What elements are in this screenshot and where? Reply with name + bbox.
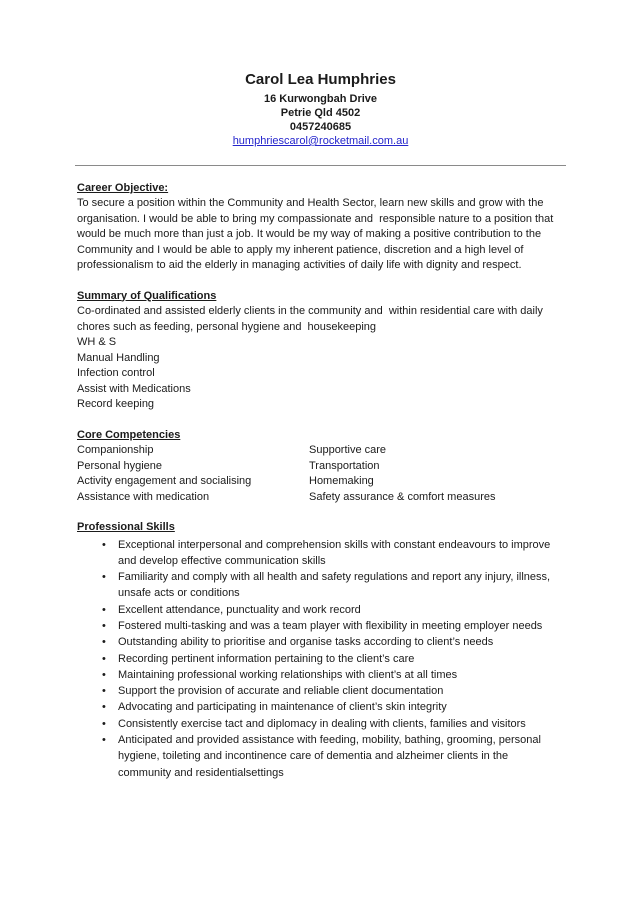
summary-of-qualifications-heading: Summary of Qualifications [77,289,217,302]
competency-left: Companionship [77,444,154,456]
skill-text: Advocating and participating in maintenance of client’s skin integrity [118,701,447,714]
section-summary-of-qualifications [77,289,564,413]
career-objective-heading: Career Objective: [77,181,169,194]
section-career-objective [77,181,564,274]
bullet-icon: • [102,619,106,632]
skill-text: Anticipated and provided assistance with feeding, mobility, bathing, grooming, personal hygiene, toileting and incontinence care of dementia and alzheimer clients in the community and residentialsettings [118,734,541,779]
bullet-icon: • [102,652,106,665]
skill-text: Maintaining professional working relationships with client’s at all times [118,668,458,681]
skill-text: Outstanding ability to prioritise and organise tasks according to client’s needs [118,636,494,649]
skill-item [77,537,564,570]
section-core-competencies [77,428,564,506]
qualification-item: Manual Handling [77,351,160,364]
section-professional-skills [77,520,564,781]
qualification-item: Infection control [77,367,155,379]
skill-text: Exceptional interpersonal and comprehension skills with constant endeavours to improve and develop effective communication skills [118,538,551,567]
competency-right: Safety assurance & comfort measures [309,490,496,503]
bullet-icon: • [102,717,106,730]
professional-skills-heading: Professional Skills [77,521,175,533]
skill-text: Excellent attendance, punctuality and work record [118,603,361,616]
email-row [77,134,564,150]
skill-text: Fostered multi-tasking and was a team player with flexibility in meeting employer needs [118,619,543,632]
header-divider [75,165,566,166]
skill-item [77,667,564,683]
competency-left: Assistance with medication [77,490,210,503]
person-name: Carol Lea Humphries [245,71,396,88]
skill-text: Consistently exercise tact and diplomacy in dealing with clients, families and visitors [118,717,526,730]
bullet-icon: • [102,734,106,747]
bullet-icon: • [102,701,106,714]
competencies-grid [77,443,564,505]
skill-item [77,569,564,602]
skill-item [77,732,564,781]
bullet-icon: • [102,603,106,616]
summary-intro: Co-ordinated and assisted elderly clients in the community and within residential care with daily chores such as feeding, personal hygiene and housekeeping [77,305,546,333]
bullet-icon: • [102,668,106,681]
bullet-icon: • [102,636,106,649]
competency-right: Homemaking [309,475,374,487]
bullet-icon: • [102,571,106,584]
skill-item [77,618,564,634]
skill-text: Recording pertinent information pertaining to the client’s care [118,652,415,665]
competency-left: Personal hygiene [77,459,163,472]
phone-number: 0457240685 [289,121,352,133]
resume-header [77,70,564,150]
skill-item [77,651,564,667]
core-competencies-heading: Core Competencies [77,428,181,441]
email-link[interactable]: humphriescarol@rocketmail.com.au [232,135,409,147]
career-objective-body: To secure a position within the Community and Health Sector, learn new skills and grow with the organisation. I would be able to bring my compassionate and responsible nature to a position that would be much more than just a job. It would be my way of making a positive contribution to the Community and I would be able to apply my inherent patience, discretion and a high level of professionalism to aid the elderly in managing activities of daily life with dignity and respect. [77,197,557,271]
bullet-icon: • [102,538,106,551]
skill-item [77,699,564,715]
skill-text: Support the provision of accurate and reliable client documentation [118,685,444,698]
address-line-1: 16 Kurwongbah Drive [263,93,378,105]
skill-item [77,683,564,699]
competency-right: Transportation [309,459,380,472]
bullet-icon: • [102,685,106,698]
skill-text: Familiarity and comply with all health and safety regulations and report any injury, illness, unsafe acts or conditions [118,571,551,600]
skill-item [77,716,564,732]
skill-item [77,634,564,650]
competency-right: Supportive care [309,444,387,456]
skills-list [77,537,564,781]
address-line-2: Petrie Qld 4502 [280,107,361,119]
qualification-item: WH & S [77,336,117,348]
skill-item [77,602,564,618]
qualification-item: Assist with Medications [77,382,191,395]
competency-left: Activity engagement and socialising [77,475,252,487]
qualification-item: Record keeping [77,398,155,410]
qualification-list [77,335,564,413]
